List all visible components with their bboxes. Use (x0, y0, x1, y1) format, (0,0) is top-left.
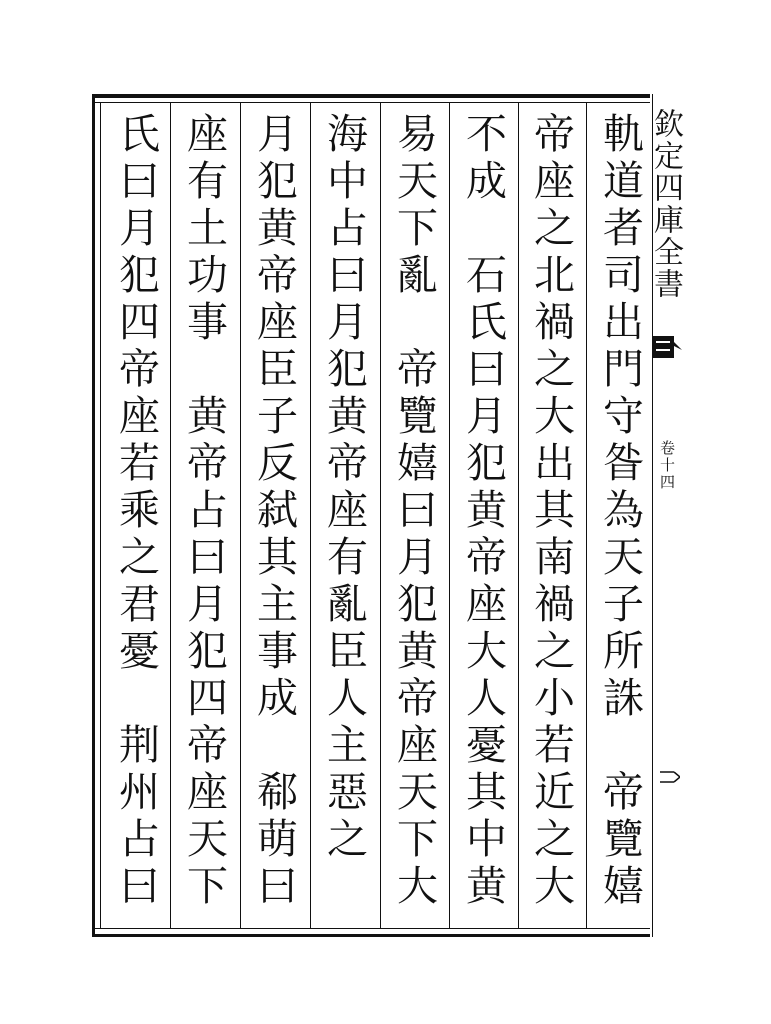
left-border-thick (92, 94, 95, 937)
text-column: 月犯黄帝座臣子反弑其主事成 郗萌曰 (250, 112, 298, 911)
column-divider (380, 102, 381, 929)
column-divider (310, 102, 311, 929)
bottom-border-thin (95, 928, 650, 929)
book-title: 欽定四庫全書 (648, 108, 683, 300)
text-column: 帝座之北禍之大出其南禍之小若近之大 (527, 112, 575, 911)
text-column: 氏曰月犯四帝座若乘之君憂 荆州占曰 (112, 112, 160, 911)
text-column: 軌道者司出門守昝為天子所誅 帝覽嬉 (596, 112, 644, 911)
bottom-border-thick (95, 934, 650, 937)
text-column: 不成 石氏曰月犯黄帝座大人憂其中黄 (459, 112, 507, 911)
top-border-thin (95, 102, 650, 103)
column-divider (518, 102, 519, 929)
lower-fish-mark-icon (660, 770, 680, 784)
text-column: 座有土功事 黄帝占曰月犯四帝座天下 (180, 112, 228, 911)
column-divider (586, 102, 587, 929)
column-divider (449, 102, 450, 929)
text-column: 海中占曰月犯黄帝座有亂臣人主惡之 (320, 112, 368, 864)
fish-tail-mark-icon (652, 332, 682, 364)
column-divider (170, 102, 171, 929)
left-border-thin (100, 102, 101, 929)
top-border-thick (95, 94, 650, 98)
text-column: 易天下亂 帝覽嬉曰月犯黄帝座天下大 (390, 112, 438, 911)
column-divider (240, 102, 241, 929)
juan-number: 卷十四 (658, 440, 676, 491)
